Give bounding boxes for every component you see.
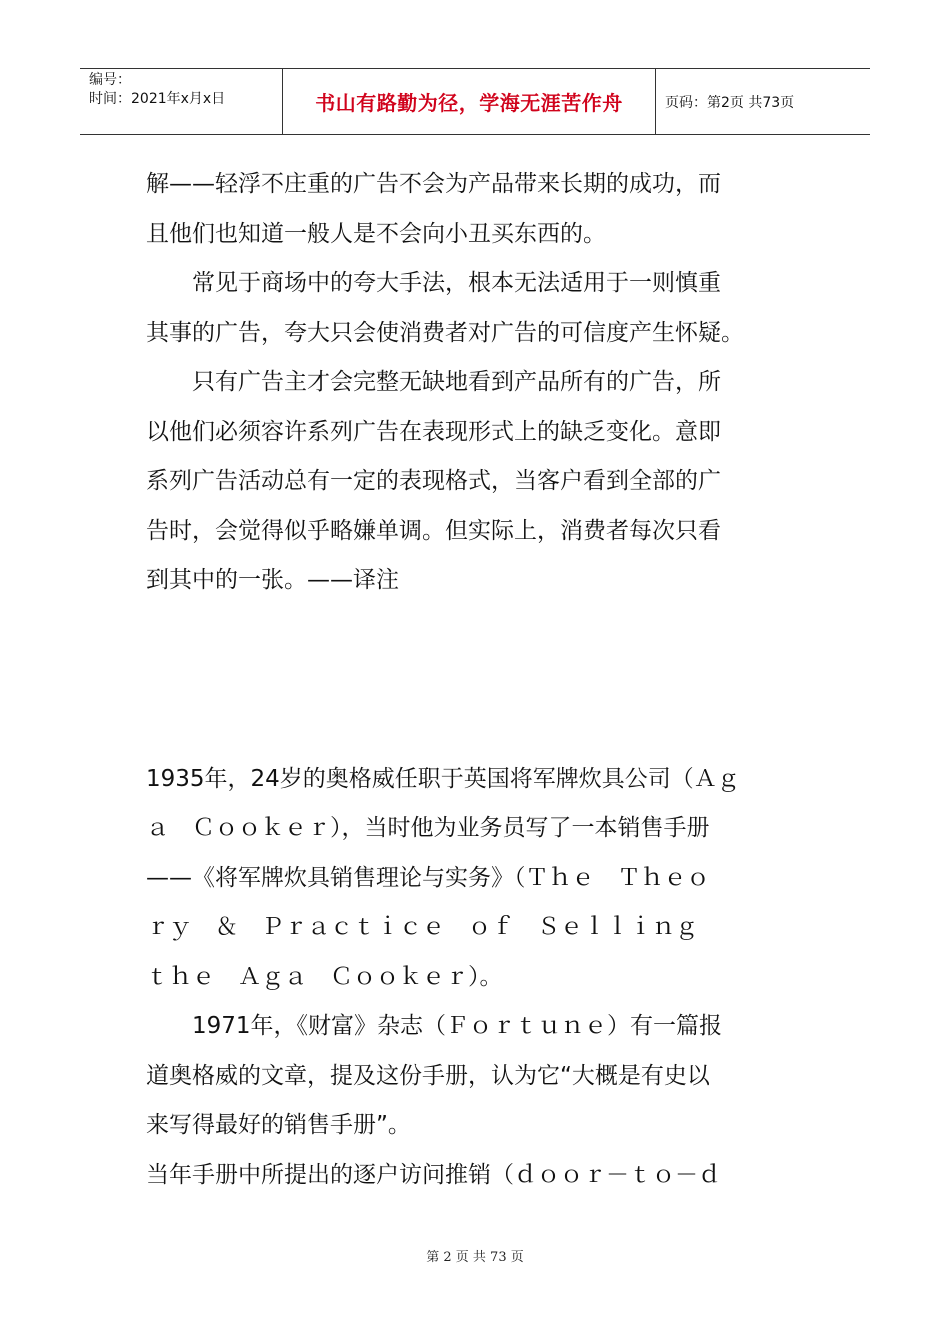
section-gap [146,606,796,755]
body-line: 来写得最好的销售手册”。 [146,1112,411,1138]
document-body [146,160,796,1200]
page-header [80,68,870,135]
document-date-label: 时间：2021年x月x日 [89,91,226,107]
body-line: ｔｈｅ Ａｇａ Ｃｏｏｋｅｒ）。 [146,963,503,990]
body-line: 告时，会觉得似乎略嫌单调。但实际上，消费者每次只看 [146,517,721,544]
body-line: 只有广告主才会完整无缺地看到产品所有的广告，所 [192,369,721,395]
header-page-info: 页码：第2页 共73页 [665,94,795,111]
page-footer: 第 2 页 共 73 页 [426,1250,524,1265]
body-line: ｒｙ ＆ Ｐｒａｃｔｉｃｅ ｏｆ Ｓｅｌｌｉｎｇ [146,914,698,940]
body-line: 系列广告活动总有一定的表现格式，当客户看到全部的广 [146,468,721,494]
body-line: 以他们必须容许系列广告在表现形式上的缺乏变化。意即 [146,418,721,445]
body-line: 解——轻浮不庄重的广告不会为产品带来长期的成功，而 [146,171,721,197]
body-line: 1935年，24岁的奥格威任职于英国将军牌炊具公司（Ａｇ [146,765,740,792]
body-line: 当年手册中所提出的逐户访问推销（ｄｏｏｒ－ｔｏ－ｄ [146,1161,721,1188]
body-line: 其事的广告，夸大只会使消费者对广告的可信度产生怀疑。 [146,319,744,346]
body-line: 道奥格威的文章，提及这份手册，认为它“大概是有史以 [146,1062,710,1089]
body-line: 常见于商场中的夸大手法，根本无法适用于一则慎重 [192,270,721,296]
body-line: 且他们也知道一般人是不会向小丑买东西的。 [146,220,606,247]
body-line: 1971年，《财富》杂志（Ｆｏｒｔｕｎｅ）有一篇报 [192,1013,723,1039]
body-line: ａ Ｃｏｏｋｅｒ），当时他为业务员写了一本销售手册 [146,815,710,841]
header-meta [80,69,283,134]
document-number-label: 编号： [89,72,131,88]
header-motto: 书山有路勤为径，学海无涯苦作舟 [283,69,656,134]
body-line: 到其中的一张。——译注 [146,567,399,593]
body-line: ——《将军牌炊具销售理论与实务》（Ｔｈｅ Ｔｈｅｏ [146,864,710,891]
